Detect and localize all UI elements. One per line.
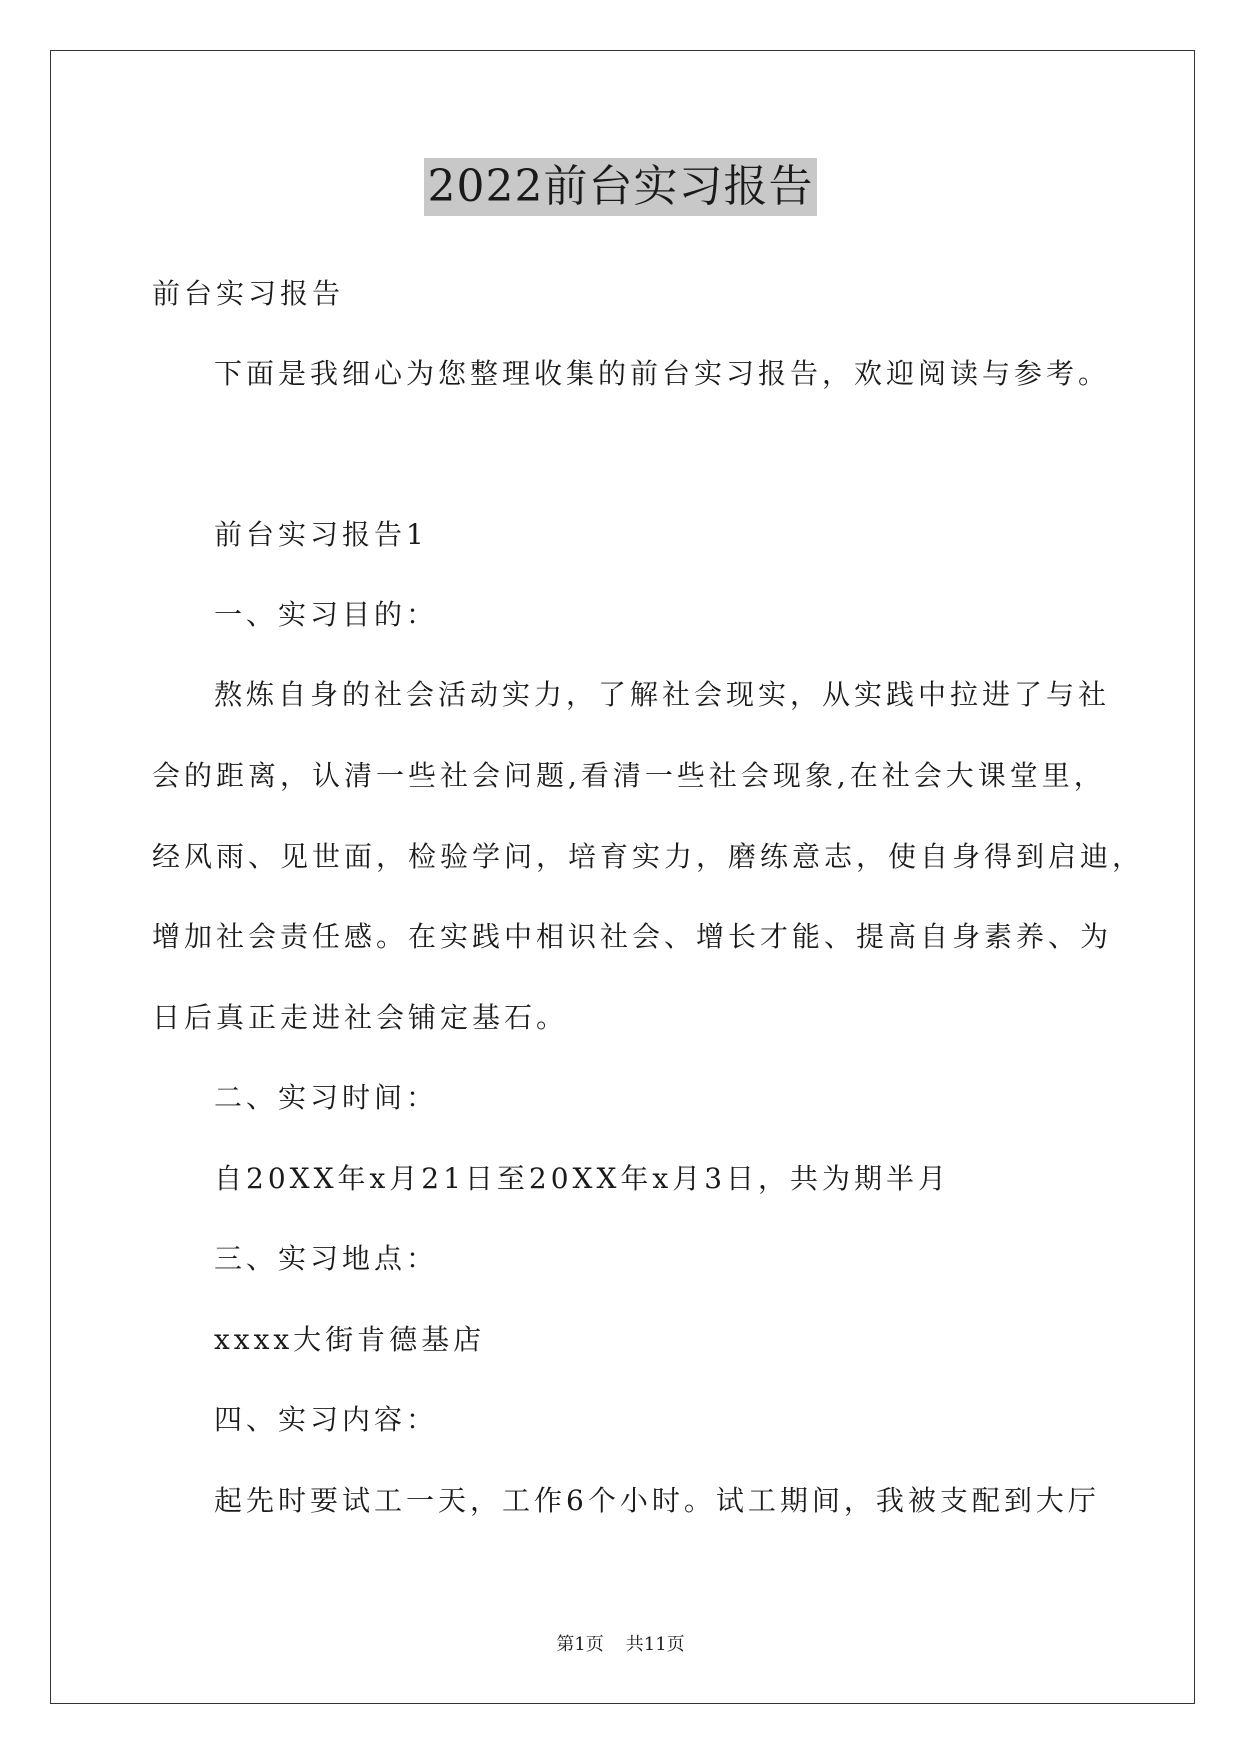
section-heading-report-1: 前台实习报告1 — [214, 518, 428, 551]
subtitle-line: 前台实习报告 — [152, 277, 345, 310]
time-detail: 自20XX年x月21日至20XX年x月3日，共为期半月 — [214, 1162, 951, 1195]
purpose-line-2: 会的距离，认清一些社会问题,看清一些社会现象,在社会大课堂里， — [152, 759, 1106, 792]
purpose-line-4: 增加社会责任感。在实践中相识社会、增长才能、提高自身素养、为 — [152, 920, 1113, 953]
purpose-line-5: 日后真正走进社会铺定基石。 — [152, 1001, 569, 1034]
content-line-1: 起先时要试工一天，工作6个小时。试工期间，我被支配到大厅 — [214, 1484, 1100, 1517]
intro-paragraph: 下面是我细心为您整理收集的前台实习报告，欢迎阅读与参考。 — [214, 357, 1111, 390]
heading-location: 三、实习地点： — [214, 1242, 439, 1275]
location-detail: xxxx大街肯德基店 — [214, 1323, 486, 1356]
page-footer — [0, 1633, 1241, 1657]
heading-content: 四、实习内容： — [214, 1403, 439, 1436]
purpose-line-3: 经风雨、见世面，检验学问，培育实力，磨练意志，使自身得到启迪， — [152, 840, 1145, 873]
title-container — [0, 158, 1241, 216]
heading-purpose: 一、实习目的： — [214, 598, 439, 631]
page-number-current: 第1页 — [556, 1634, 604, 1655]
page-number-total: 共11页 — [625, 1634, 685, 1655]
heading-time: 二、实习时间： — [214, 1081, 439, 1114]
document-title: 2022前台实习报告 — [424, 158, 818, 216]
purpose-line-1: 熬炼自身的社会活动实力，了解社会现实，从实践中拉进了与社 — [214, 678, 1111, 711]
